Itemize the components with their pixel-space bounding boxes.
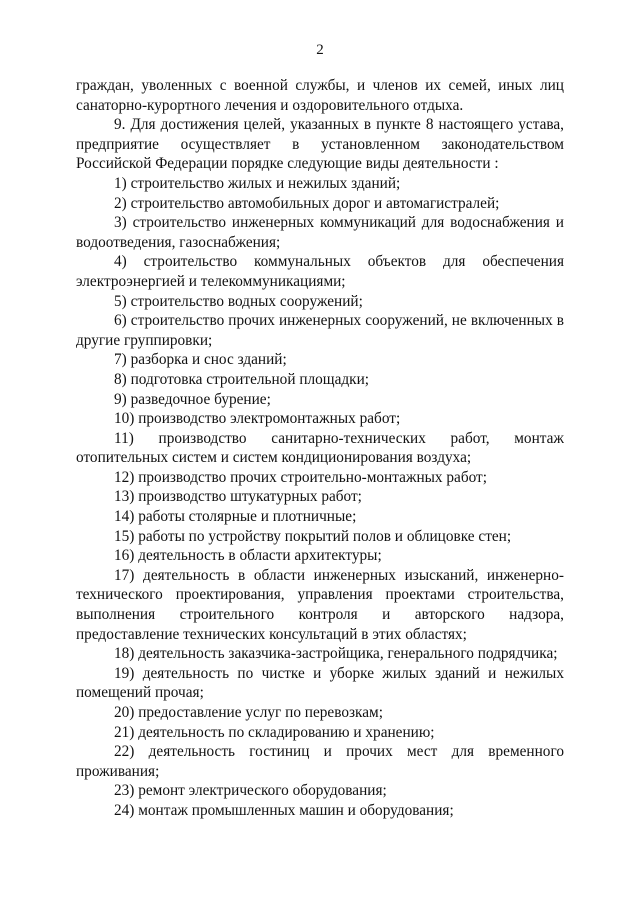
list-item: 8) подготовка строительной площадки;: [114, 370, 370, 388]
paragraph-section-9: 9. Для достижения целей, указанных в пункте 8 настоящего устава, предприятие осуществляет в установленном законодательством Российской Федерации порядке следующие виды деятельности :: [76, 116, 564, 173]
list-item: 6) строительство прочих инженерных сооружений, не включенных в другие группировки;: [76, 312, 564, 349]
list-item: 10) производство электромонтажных работ;: [114, 410, 401, 428]
list-item: 1) строительство жилых и нежилых зданий;: [114, 174, 401, 192]
list-item: 23) ремонт электрического оборудования;: [114, 782, 387, 800]
list-item: 9) разведочное бурение;: [114, 390, 271, 408]
list-item: 5) строительство водных сооружений;: [114, 292, 363, 310]
list-item: 22) деятельность гостиниц и прочих мест для временного проживания;: [76, 743, 564, 780]
list-item: 20) предоставление услуг по перевозкам;: [114, 704, 383, 721]
list-item: 15) работы по устройству покрытий полов и облицовке стен;: [114, 527, 512, 545]
list-item: 7) разборка и снос зданий;: [114, 351, 287, 369]
list-item: 17) деятельность в области инженерных изысканий, инженерно-технического проектирования, управления проектами строительства, выполнения строительного контроля и авторского надзора, предоставление технических консультаций в этих областях;: [76, 566, 564, 643]
list-item: 11) производство санитарно-технических работ, монтаж отопительных систем и систем кондиционирования воздуха;: [76, 429, 564, 467]
list-item: 14) работы столярные и плотничные;: [114, 508, 357, 526]
list-item: 18) деятельность заказчика-застройщика, генерального подрядчика;: [114, 645, 558, 663]
list-item: 13) производство штукатурных работ;: [114, 488, 362, 506]
document-body: [76, 76, 564, 821]
list-item: 4) строительство коммунальных объектов для обеспечения электроэнергией и телекоммуникациями;: [76, 253, 564, 290]
list-item: 16) деятельность в области архитектуры;: [114, 547, 382, 565]
list-item: 21) деятельность по складированию и хранению;: [114, 723, 435, 741]
paragraph-continuation: граждан, уволенных с военной службы, и членов их семей, иных лиц санаторно-курортного лечения и оздоровительного отдыха.: [76, 77, 564, 114]
list-item: 19) деятельность по чистке и уборке жилых зданий и нежилых помещений прочая;: [76, 664, 564, 702]
list-item: 2) строительство автомобильных дорог и автомагистралей;: [114, 194, 500, 212]
list-item: 12) производство прочих строительно-монтажных работ;: [114, 468, 487, 486]
list-item: 3) строительство инженерных коммуникаций для водоснабжения и водоотведения, газоснабжения;: [76, 214, 564, 251]
page-number: 2: [316, 42, 324, 58]
list-item: 24) монтаж промышленных машин и оборудования;: [114, 801, 454, 819]
